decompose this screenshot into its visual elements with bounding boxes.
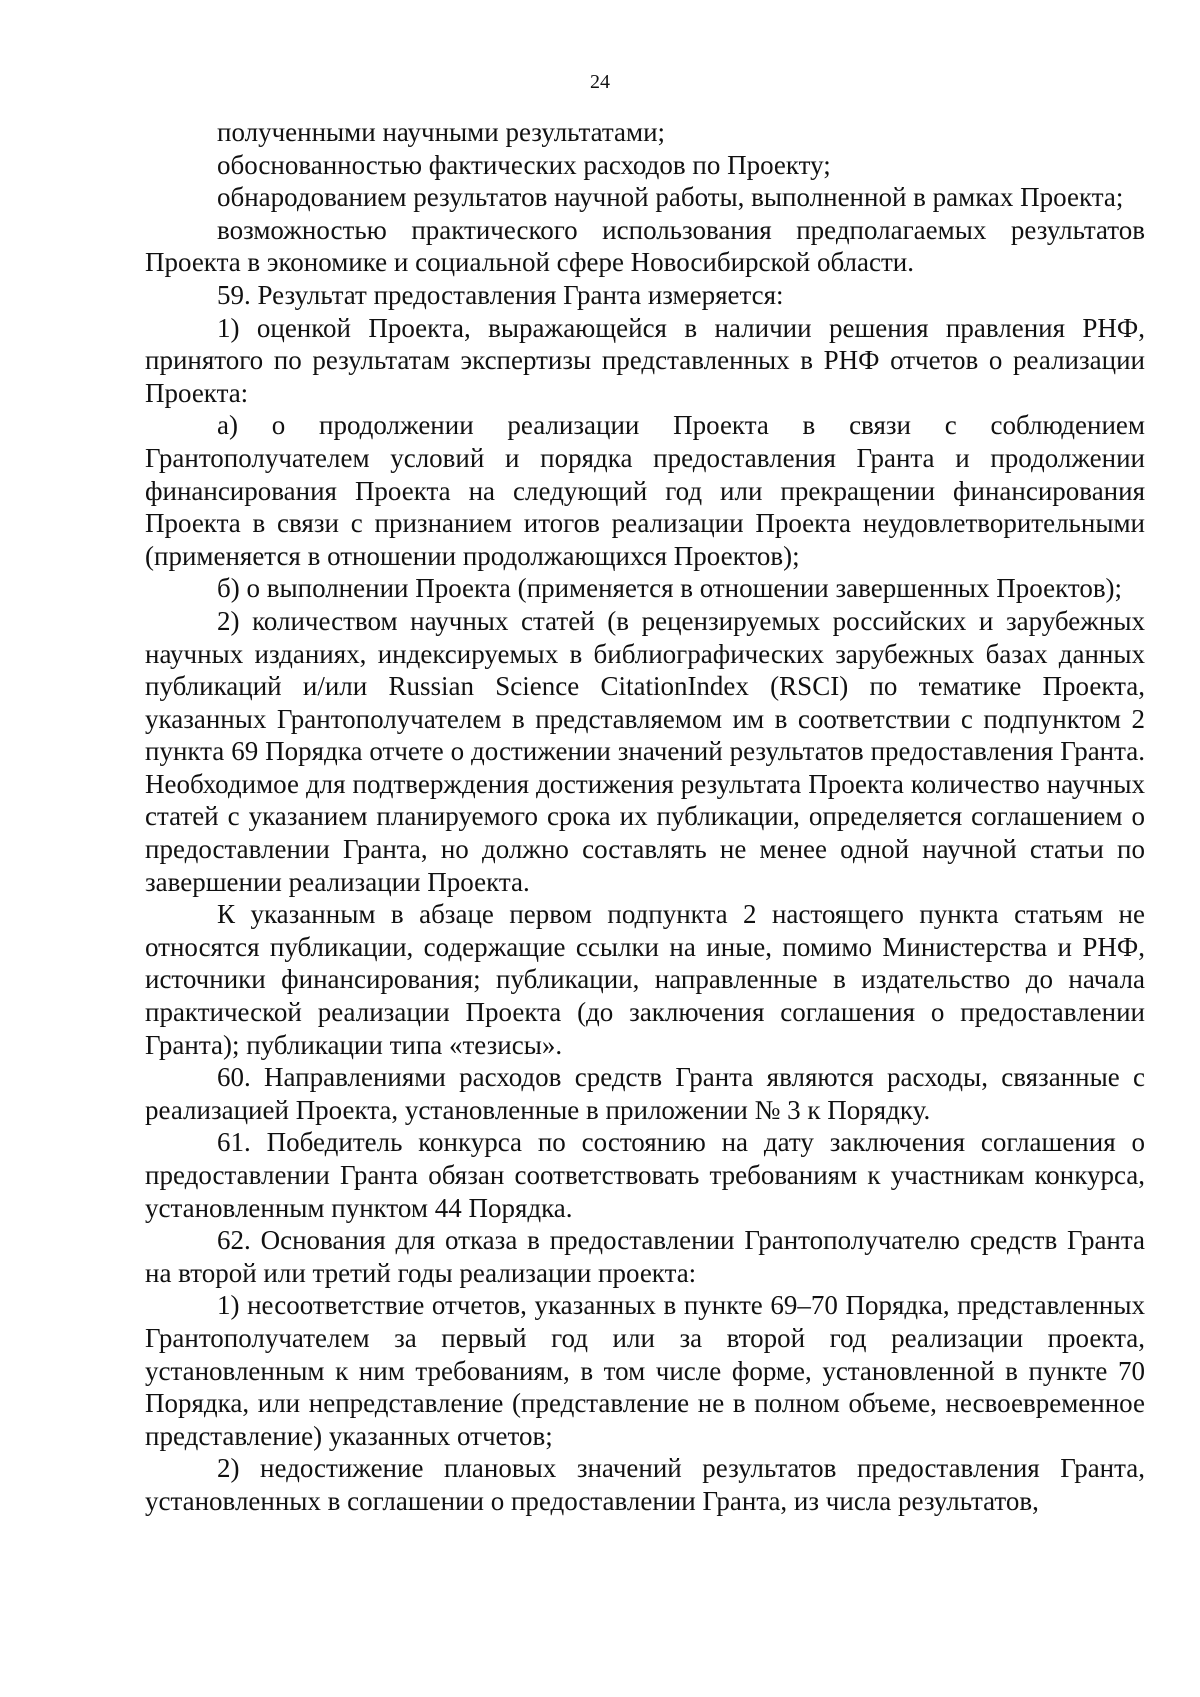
paragraph: 2) недостижение плановых значений результатов предоставления Гранта, установленных в соглашении о предоставлении Гранта, из числа результатов,: [145, 1453, 1145, 1516]
paragraph: 1) оценкой Проекта, выражающейся в наличии решения правления РНФ, принятого по результатам экспертизы представленных в РНФ отчетов о реализации Проекта:: [145, 312, 1145, 408]
paragraph: 1) несоответствие отчетов, указанных в пункте 69–70 Порядка, представленных Грантополучателем за первый год или за второй год реализации проекта, установленным к ним требованиям, в том числе форме, установленной в пункте 70 Порядка, или непредставление (представление не в полном объеме, несвоевременное представление) указанных отчетов;: [145, 1290, 1145, 1451]
paragraph: К указанным в абзаце первом подпункта 2 настоящего пункта статьям не относятся публикации, содержащие ссылки на иные, помимо Министерства и РНФ, источники финансирования; публикации, направленные в издательство до начала практической реализации Проекта (до заключения соглашения о предоставлении Гранта); публикации типа «тезисы».: [145, 899, 1145, 1060]
paragraph: 61. Победитель конкурса по состоянию на дату заключения соглашения о предоставлении Гранта обязан соответствовать требованиям к участникам конкурса, установленным пунктом 44 Порядка.: [145, 1127, 1145, 1223]
paragraph: 59. Результат предоставления Гранта измеряется:: [217, 279, 784, 310]
paragraph: 62. Основания для отказа в предоставлении Грантополучателю средств Гранта на второй или третий годы реализации проекта:: [145, 1225, 1145, 1288]
paragraph: возможностью практического использования предполагаемых результатов Проекта в экономике и социальной сфере Новосибирской области.: [145, 214, 1145, 278]
paragraph: 2) количеством научных статей (в рецензируемых российских и зарубежных научных изданиях, индексируемых в библиографических зарубежных базах данных публикаций и/или Russian Science CitationIndex (RSCI) по тематике Проекта, указанных Грантополучателем в представляемом им в соответствии с подпунктом 2 пункта 69 Порядка отчете о достижении значений результатов предоставления Гранта. Необходимое для подтверждения достижения результата Проекта количество научных статей с указанием планируемого срока их публикации, определяется соглашением о предоставлении Гранта, но должно составлять не менее одной научной статьи по завершении реализации Проекта.: [145, 605, 1145, 897]
document-body: [145, 116, 1145, 1518]
paragraph: б) о выполнении Проекта (применяется в отношении завершенных Проектов);: [217, 573, 1123, 604]
paragraph: а) о продолжении реализации Проекта в связи с соблюдением Грантополучателем условий и порядка предоставления Гранта и продолжении финансирования Проекта на следующий год или прекращении финансирования Проекта в связи с признанием итогов реализации Проекта неудовлетворительными (применяется в отношении продолжающихся Проектов);: [145, 410, 1145, 571]
page-number: 24: [590, 71, 610, 93]
paragraph: полученными научными результатами;: [217, 117, 666, 147]
paragraph: 60. Направлениями расходов средств Гранта являются расходы, связанные с реализацией Проекта, установленные в приложении № 3 к Порядку.: [145, 1062, 1145, 1125]
paragraph: обоснованностью фактических расходов по Проекту;: [217, 149, 831, 180]
paragraph: обнародованием результатов научной работы, выполненной в рамках Проекта;: [217, 182, 1124, 213]
